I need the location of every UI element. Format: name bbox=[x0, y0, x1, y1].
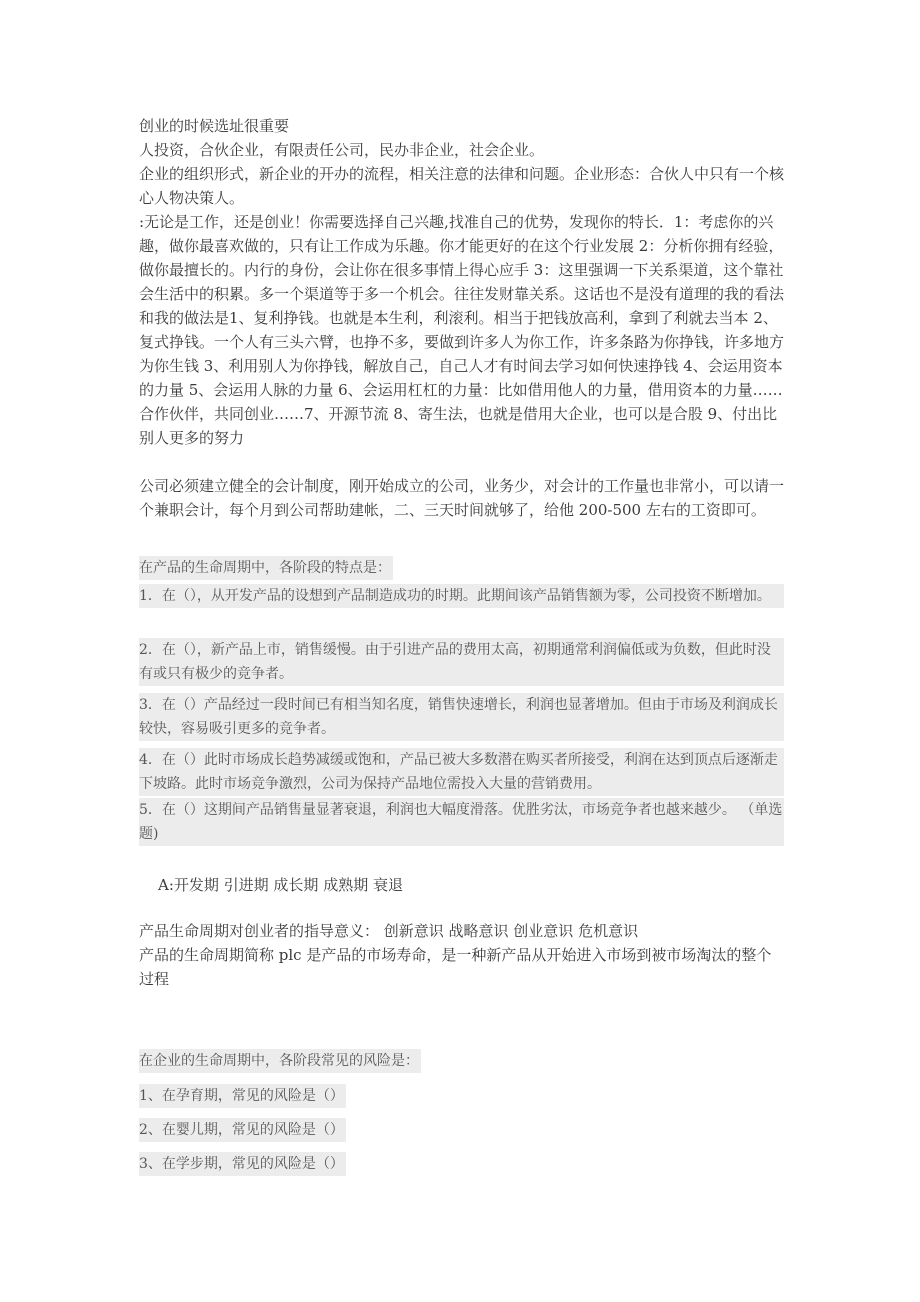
question-enterprise-lifecycle-title: 在企业的生命周期中，各阶段常见的风险是： bbox=[139, 1049, 421, 1073]
paragraph-site-selection: 创业的时候选址很重要 bbox=[139, 117, 290, 135]
paragraph-organization-forms: 企业的组织形式，新企业的开办的流程，相关注意的法律和问题。企业形态：合伙人中只有一个核心人物决策人。 bbox=[139, 165, 785, 207]
paragraph-enterprise-types: 人投资，合伙企业，有限责任公司，民办非企业，社会企业。 bbox=[139, 141, 545, 159]
paragraph-plc-definition: 产品的生命周期简称 plc 是产品的市场寿命，是一种新产品从开始进入市场到被市场淘汰的整个过程 bbox=[139, 946, 772, 988]
answer-option-a: A:开发期 引进期 成长期 成熟期 衰退 bbox=[158, 876, 403, 894]
question-item-2: 2．在（），新产品上市，销售缓慢。由于引进产品的费用太高，初期通常利润偏低或为负数，但此时没有或只有极少的竞争者。 bbox=[139, 638, 784, 686]
question-risk-item-2: 2、在婴儿期，常见的风险是（） bbox=[139, 1118, 346, 1142]
question-risk-item-3: 3、在学步期，常见的风险是（） bbox=[139, 1152, 346, 1176]
question-item-4: 4．在（）此时市场成长趋势减缓或饱和，产品已被大多数潜在购买者所接受，利润在达到顶点后逐渐走下坡路。此时市场竞争激烈，公司为保持产品地位需投入大量的营销费用。 bbox=[139, 748, 784, 796]
question-product-lifecycle-title: 在产品的生命周期中，各阶段的特点是： bbox=[139, 556, 393, 580]
paragraph-accounting: 公司必须建立健全的会计制度，刚开始成立的公司，业务少，对会计的工作量也非常小，可以请一个兼职会计，每个月到公司帮助建帐，二、三天时间就够了，给他 200-500 左右的工资即可。 bbox=[139, 477, 785, 519]
question-risk-item-1: 1、在孕育期，常见的风险是（） bbox=[139, 1084, 346, 1108]
question-item-3: 3．在（）产品经过一段时间已有相当知名度，销售快速增长，利润也显著增加。但由于市场及利润成长较快，容易吸引更多的竞争者。 bbox=[139, 693, 784, 741]
question-item-5: 5．在（）这期间产品销售量显著衰退，利润也大幅度滑落。优胜劣汰，市场竞争者也越来越少。 （单选题) bbox=[139, 798, 784, 846]
paragraph-lifecycle-guidance: 产品生命周期对创业者的指导意义： 创新意识 战略意识 创业意识 危机意识 bbox=[139, 922, 639, 940]
question-item-1: 1．在（），从开发产品的设想到产品制造成功的时期。此期间该产品销售额为零，公司投资不断增加。 bbox=[139, 584, 784, 608]
paragraph-career-advice: :无论是工作，还是创业！你需要选择自己兴趣,找准自己的优势，发现你的特长．1：考虑你的兴趣，做你最喜欢做的，只有让工作成为乐趣。你才能更好的在这个行业发展 2：分析你拥有经验，做你最擅长的。内行的身份，会让你在很多事情上得心应手 3：这里强调一下关系渠道，这个靠社会生活中的积累。多一个渠道等于多一个机会。往往发财靠关系。这话也不是没有道理的我的看法和我的做法是1、复利挣钱。也就是本生利，利滚利。相当于把钱放高利，拿到了利就去当本 2、复式挣钱。一个人有三头六臂，也挣不多，要做到许多人为你工作，许多条路为你挣钱，许多地方为你生钱 3、利用别人为你挣钱，解放自己，自己人才有时间去学习如何快速挣钱 4、会运用资本的力量 5、会运用人脉的力量 6、会运用杠杠的力量：比如借用他人的力量，借用资本的力量……合作伙伴，共同创业……7、开源节流 8、寄生法，也就是借用大企业，也可以是合股 9、付出比别人更多的努力 bbox=[139, 213, 785, 447]
